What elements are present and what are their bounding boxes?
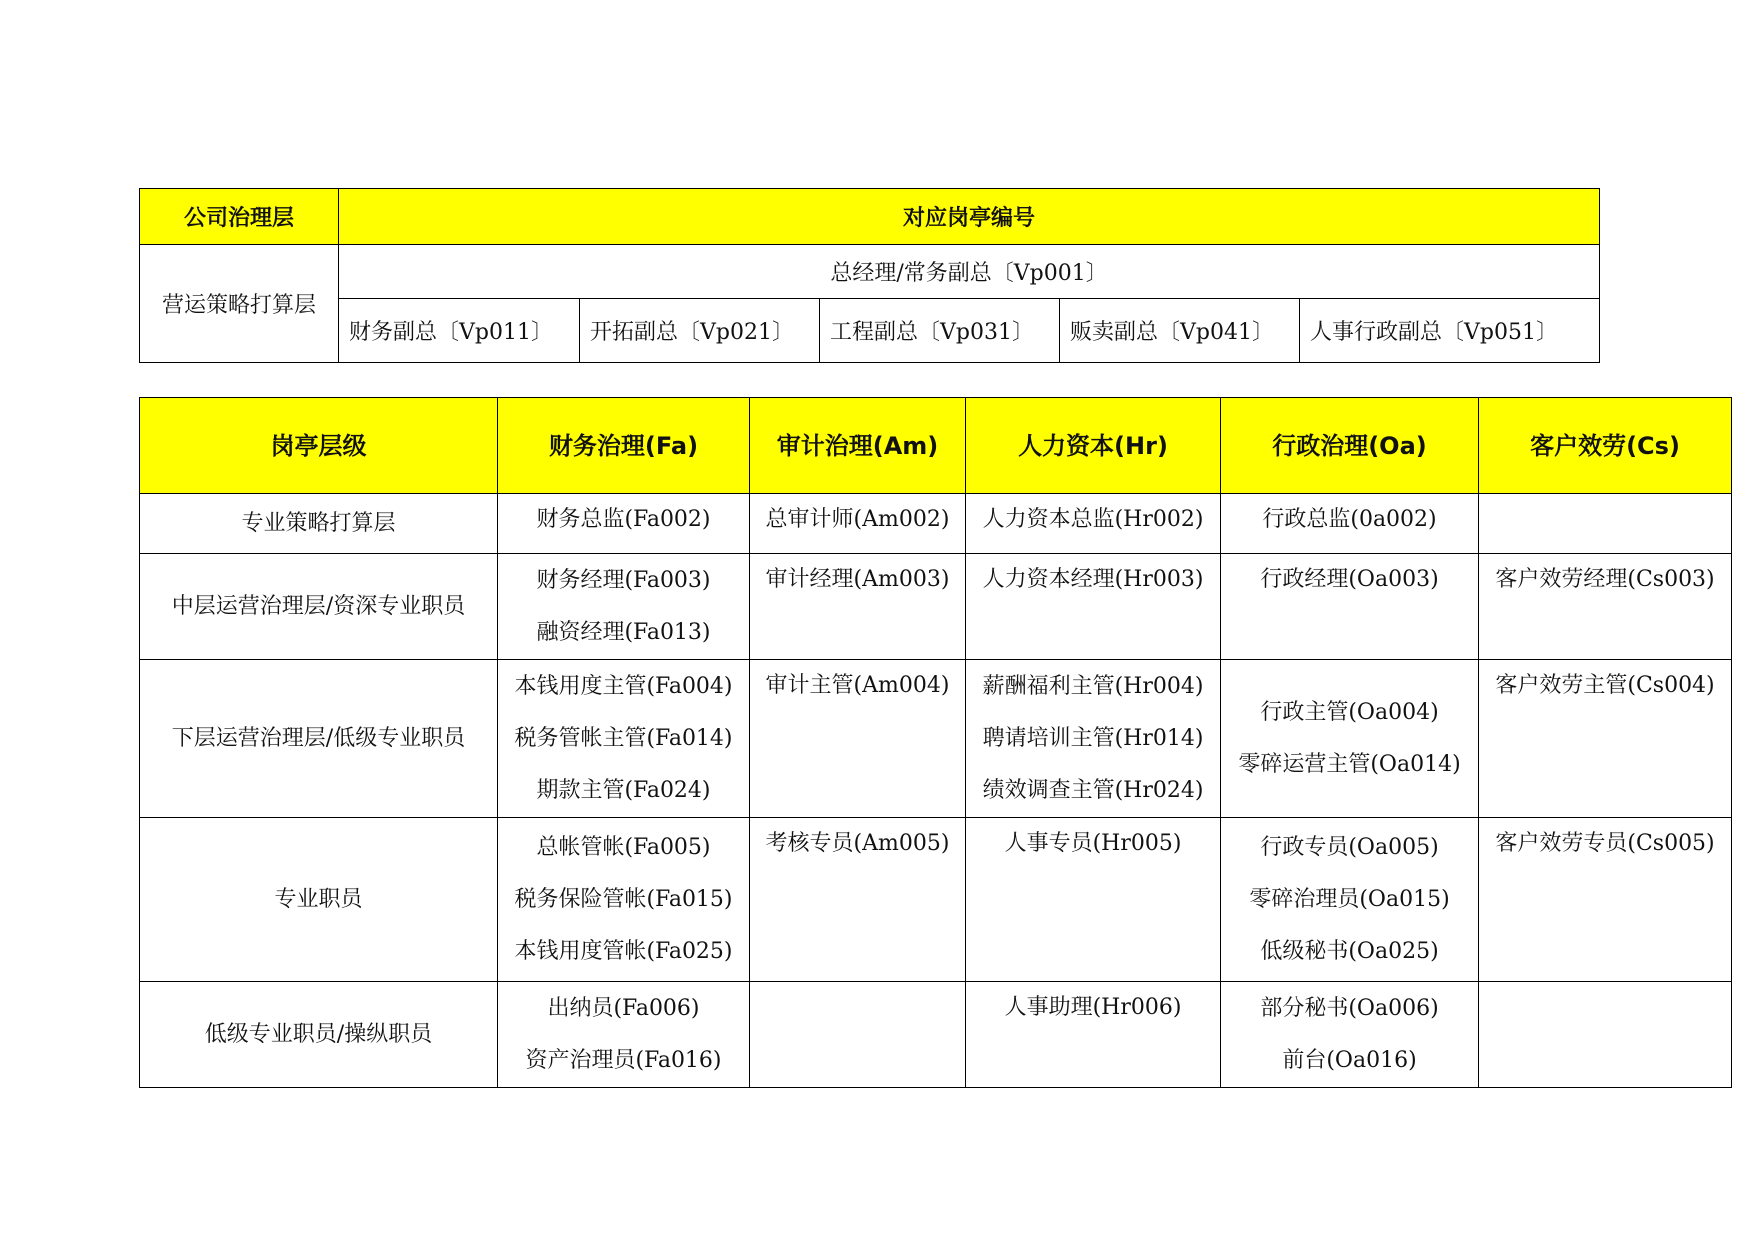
- position-level-cell: 专业职员: [140, 818, 498, 982]
- position-entry: 本钱用度主管(Fa004): [514, 673, 733, 699]
- cell-audit: [750, 660, 966, 818]
- vp-finance-cell: 财务副总〔Vp011〕: [339, 299, 580, 363]
- cell-finance: [498, 494, 750, 554]
- cell-finance: [498, 660, 750, 818]
- cell-hr: [966, 494, 1221, 554]
- position-entry: 聘请培训主管(Hr014): [982, 725, 1204, 751]
- cell-audit: [750, 494, 966, 554]
- header-governance-level: 公司治理层: [140, 189, 339, 245]
- cell-customer-service: [1479, 494, 1732, 554]
- position-level-cell: 专业策略打算层: [140, 494, 498, 554]
- position-entry: 行政专员(Oa005): [1260, 834, 1439, 860]
- position-entry: 客户效劳经理(Cs003): [1495, 567, 1715, 592]
- position-entry: 财务总监(Fa002): [536, 507, 711, 532]
- vp-position-table: [139, 188, 1600, 363]
- position-entry: 部分秘书(Oa006): [1260, 995, 1439, 1021]
- position-entry: 融资经理(Fa013): [536, 619, 711, 645]
- header-position-level: 岗亭层级: [140, 398, 498, 494]
- position-entry: 审计经理(Am003): [765, 567, 950, 592]
- cell-hr: [966, 982, 1221, 1088]
- position-level-cell: 低级专业职员/操纵职员: [140, 982, 498, 1088]
- position-entry: 税务保险管帐(Fa015): [514, 886, 733, 912]
- cell-admin: [1221, 818, 1479, 982]
- general-manager-cell: 总经理/常务副总〔Vp001〕: [339, 245, 1600, 299]
- header-customer-service: 客户效劳(Cs): [1479, 398, 1732, 494]
- position-entry: 人事专员(Hr005): [1004, 831, 1182, 856]
- cell-admin: [1221, 494, 1479, 554]
- header-position-code: 对应岗亭编号: [339, 189, 1600, 245]
- cell-hr: [966, 554, 1221, 660]
- cell-audit: [750, 818, 966, 982]
- position-entry: 出纳员(Fa006): [547, 995, 700, 1021]
- cell-audit: [750, 982, 966, 1088]
- table-row: [140, 554, 1732, 660]
- position-entry: 财务经理(Fa003): [536, 567, 711, 593]
- table-row: [140, 660, 1732, 818]
- table-row: [140, 494, 1732, 554]
- vp-development-cell: 开拓副总〔Vp021〕: [580, 299, 820, 363]
- header-administration: 行政治理(Oa): [1221, 398, 1479, 494]
- position-entry: 人事助理(Hr006): [1004, 995, 1182, 1020]
- cell-admin: [1221, 554, 1479, 660]
- position-entry: 薪酬福利主管(Hr004): [982, 673, 1204, 699]
- cell-customer-service: [1479, 554, 1732, 660]
- table-row: [140, 982, 1732, 1088]
- cell-customer-service: [1479, 982, 1732, 1088]
- position-entry: 期款主管(Fa024): [536, 777, 711, 803]
- vp-sales-cell: 贩卖副总〔Vp041〕: [1060, 299, 1300, 363]
- position-entry: 行政经理(Oa003): [1260, 567, 1439, 592]
- cell-finance: [498, 982, 750, 1088]
- position-entry: 总帐管帐(Fa005): [536, 834, 711, 860]
- header-audit: 审计治理(Am): [750, 398, 966, 494]
- position-entry: 前台(Oa016): [1282, 1047, 1417, 1073]
- position-entry: 总审计师(Am002): [765, 507, 950, 532]
- header-human-resources: 人力资本(Hr): [966, 398, 1221, 494]
- vp-engineering-cell: 工程副总〔Vp031〕: [820, 299, 1060, 363]
- header-row: [140, 398, 1732, 494]
- department-position-table: [139, 397, 1732, 1088]
- cell-hr: [966, 660, 1221, 818]
- vp-hr-admin-cell: 人事行政副总〔Vp051〕: [1300, 299, 1600, 363]
- position-entry: 人力资本经理(Hr003): [982, 567, 1204, 592]
- position-entry: 考核专员(Am005): [765, 831, 950, 856]
- cell-finance: [498, 818, 750, 982]
- position-entry: 行政主管(Oa004): [1260, 699, 1439, 725]
- position-entry: 行政总监(0a002): [1262, 507, 1437, 532]
- position-entry: 客户效劳专员(Cs005): [1495, 831, 1715, 856]
- position-entry: 零碎运营主管(Oa014): [1238, 751, 1461, 777]
- position-entry: 税务管帐主管(Fa014): [514, 725, 733, 751]
- header-finance: 财务治理(Fa): [498, 398, 750, 494]
- position-entry: 低级秘书(Oa025): [1260, 938, 1439, 964]
- position-entry: 审计主管(Am004): [765, 673, 950, 698]
- position-entry: 零碎治理员(Oa015): [1249, 886, 1450, 912]
- cell-customer-service: [1479, 818, 1732, 982]
- position-entry: 客户效劳主管(Cs004): [1495, 673, 1715, 698]
- cell-finance: [498, 554, 750, 660]
- position-entry: 人力资本总监(Hr002): [982, 507, 1204, 532]
- cell-hr: [966, 818, 1221, 982]
- cell-customer-service: [1479, 660, 1732, 818]
- position-level-cell: 中层运营治理层/资深专业职员: [140, 554, 498, 660]
- position-level-cell: 下层运营治理层/低级专业职员: [140, 660, 498, 818]
- position-entry: 本钱用度管帐(Fa025): [514, 938, 733, 964]
- row-label-operations-planning: 营运策略打算层: [140, 245, 339, 363]
- position-entry: 绩效调查主管(Hr024): [982, 777, 1204, 803]
- position-entry: 资产治理员(Fa016): [525, 1047, 722, 1073]
- cell-admin: [1221, 982, 1479, 1088]
- table-row: [140, 818, 1732, 982]
- cell-audit: [750, 554, 966, 660]
- cell-admin: [1221, 660, 1479, 818]
